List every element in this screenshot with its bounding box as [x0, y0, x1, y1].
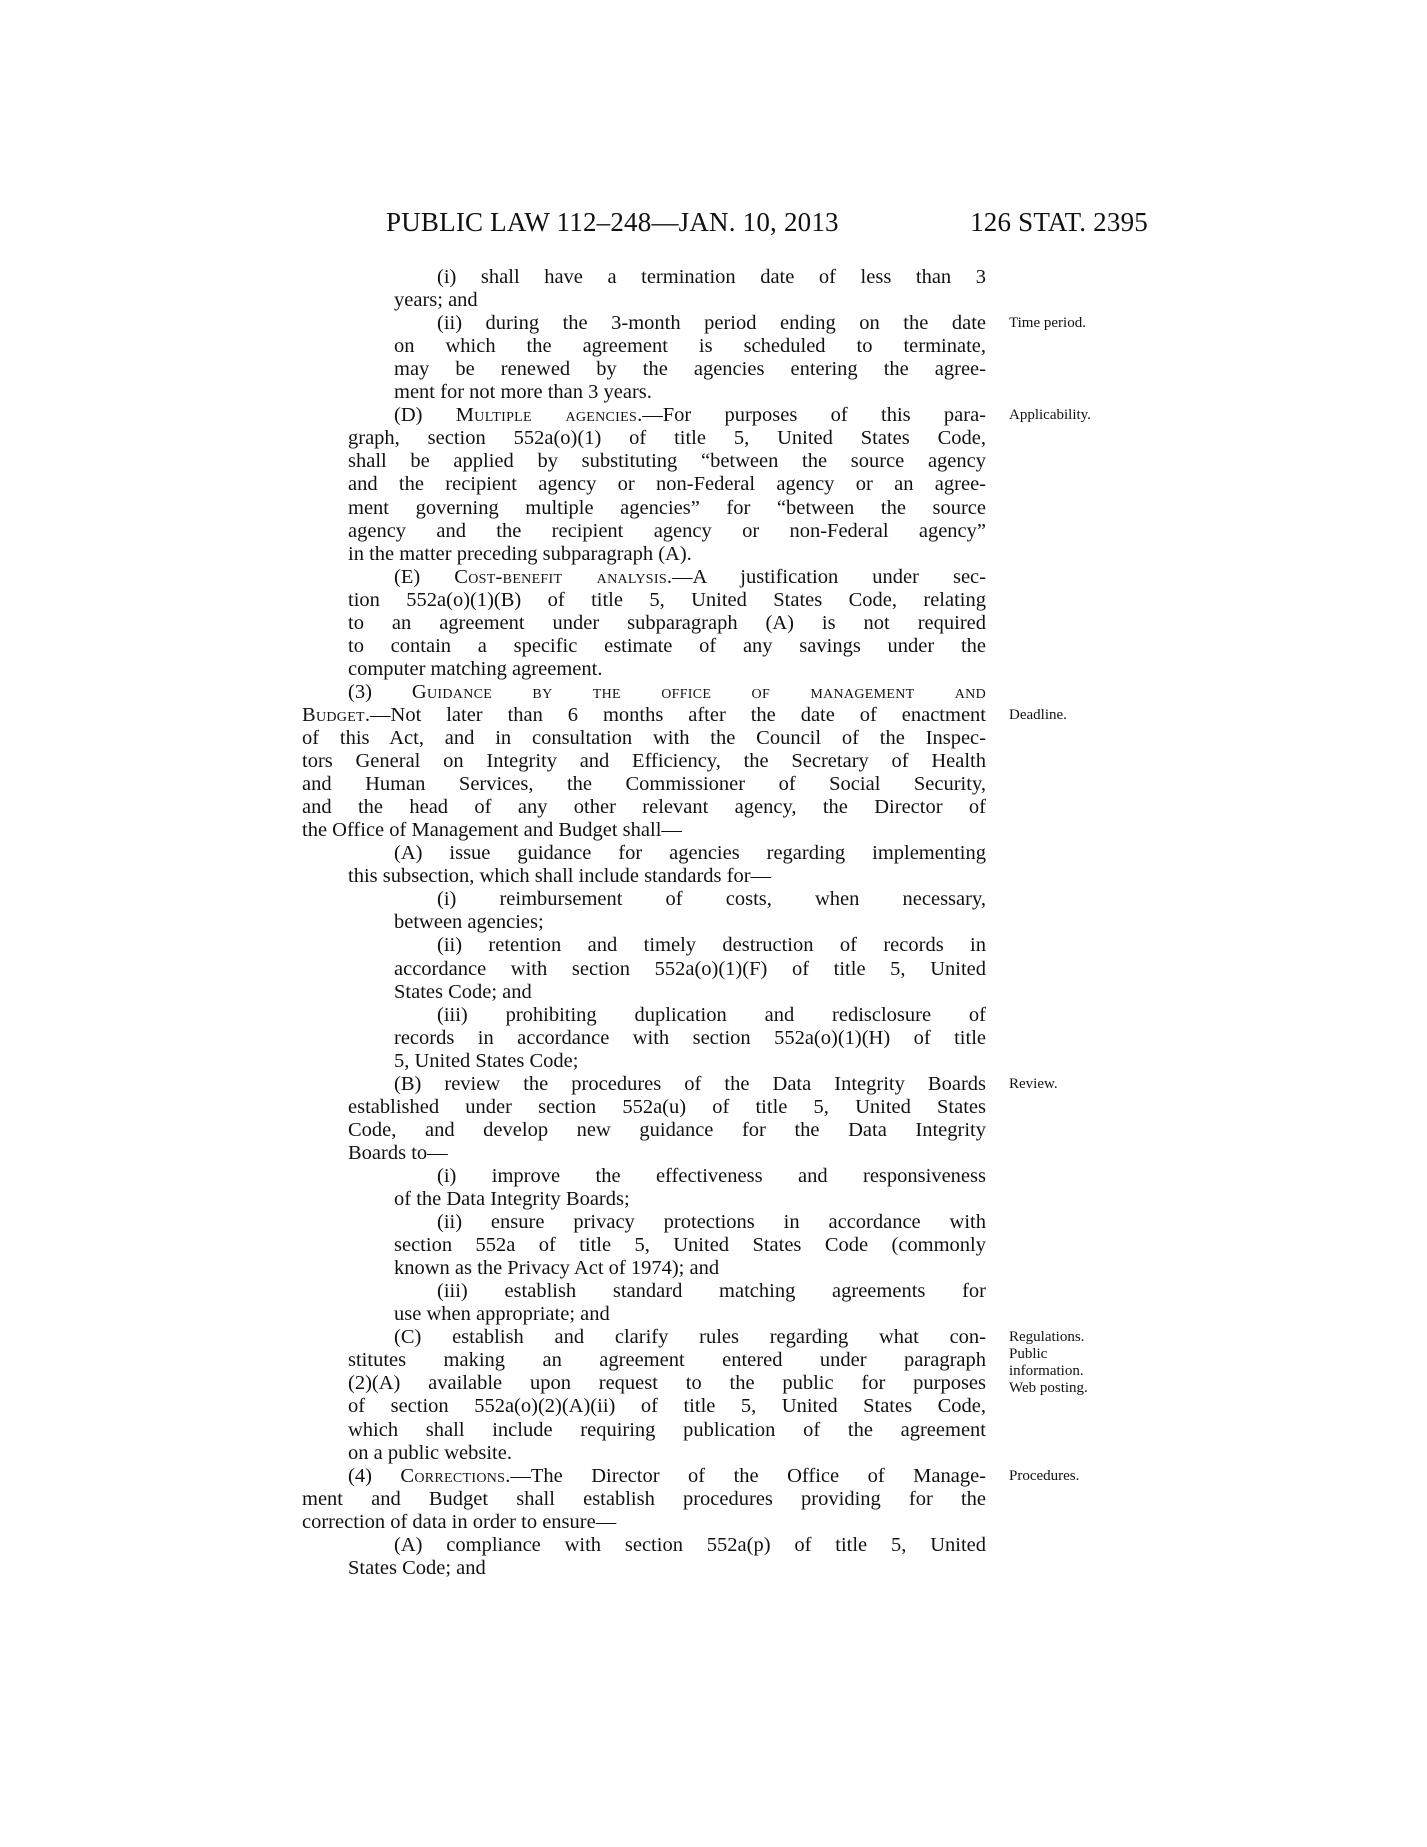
text-line	[394, 289, 986, 312]
text-line	[302, 1488, 986, 1511]
text-segment: between agencies;	[394, 911, 544, 934]
text-line	[394, 1050, 986, 1073]
text-segment: graph, section 552a(o)(1) of title 5, United States Code,	[348, 427, 986, 450]
text-segment: .—Not later than 6 months after the date of enactment	[364, 703, 986, 726]
text-segment: (E)	[394, 565, 455, 588]
text-line	[348, 427, 986, 450]
text-line	[348, 1442, 986, 1465]
margin-note-line: information.	[1009, 1363, 1084, 1380]
text-segment: States Code; and	[348, 1556, 486, 1579]
text-line	[348, 612, 986, 635]
text-line	[348, 520, 986, 543]
text-segment: (B) review the procedures of the Data Integrity Boards	[394, 1072, 986, 1095]
text-line	[348, 1349, 986, 1372]
text-segment: which shall include requiring publication of the agreement	[348, 1418, 986, 1441]
text-segment: the Office of Management and Budget shall—	[302, 819, 682, 842]
text-line	[302, 727, 986, 750]
text-line	[348, 497, 986, 520]
text-line	[394, 358, 986, 381]
text-line	[348, 681, 986, 704]
text-segment: (iii) prohibiting duplication and redisclosure of	[437, 1003, 986, 1026]
text-line	[348, 1119, 986, 1142]
text-segment: (ii) during the 3-month period ending on the date	[437, 312, 986, 335]
margin-note: Review.	[1009, 1075, 1058, 1092]
text-line	[394, 566, 986, 589]
text-line	[348, 1096, 986, 1119]
text-line	[394, 1534, 986, 1557]
text-line	[348, 1465, 986, 1488]
text-segment: agency and the recipient agency or non-Federal agency”	[348, 519, 986, 542]
text-line	[437, 1165, 986, 1188]
text-segment: (ii) ensure privacy protections in accordance with	[437, 1211, 986, 1234]
text-segment: (4)	[348, 1464, 401, 1487]
text-segment: .—A justification under sec-	[666, 565, 986, 588]
heading-small-caps: Guidance by the office of management and	[411, 680, 987, 703]
text-segment: (ii) retention and timely destruction of records in	[437, 934, 986, 957]
text-line	[394, 911, 986, 934]
text-segment: (iii) establish standard matching agreements for	[437, 1280, 986, 1303]
text-segment: ment for not more than 3 years.	[394, 381, 652, 404]
text-segment: ment governing multiple agencies” for “between the source	[348, 496, 986, 519]
text-segment: Code, and develop new guidance for the Data Integrity	[348, 1118, 986, 1141]
text-segment: known as the Privacy Act of 1974); and	[394, 1257, 720, 1280]
text-line	[302, 1511, 986, 1534]
text-line	[437, 266, 986, 289]
text-segment: use when appropriate; and	[394, 1303, 610, 1326]
running-header-title: PUBLIC LAW 112–248—JAN. 10, 2013	[386, 207, 839, 237]
text-segment: Boards to—	[348, 1141, 448, 1164]
heading-small-caps: Cost-benefit analysis	[454, 565, 667, 588]
text-line	[394, 981, 986, 1004]
text-line	[348, 635, 986, 658]
text-segment: years; and	[394, 289, 478, 312]
text-segment: (C) establish and clarify rules regarding what con-	[394, 1326, 986, 1349]
text-segment: and the head of any other relevant agency, the Director of	[302, 796, 986, 819]
text-line	[302, 796, 986, 819]
text-line	[394, 335, 986, 358]
text-line	[394, 1188, 986, 1211]
text-line	[394, 842, 986, 865]
text-segment: (i) reimbursement of costs, when necessary,	[437, 888, 986, 911]
text-segment: (3)	[348, 680, 412, 703]
text-segment: and the recipient agency or non-Federal agency or an agree-	[348, 473, 986, 496]
text-segment: ment and Budget shall establish procedures providing for the	[302, 1487, 986, 1510]
text-segment: accordance with section 552a(o)(1)(F) of title 5, United	[394, 957, 986, 980]
text-line	[348, 1372, 986, 1395]
text-segment: to contain a specific estimate of any savings under the	[348, 634, 986, 657]
text-line	[437, 888, 986, 911]
text-line	[394, 1303, 986, 1326]
margin-note	[1009, 1329, 1088, 1397]
text-line	[437, 934, 986, 957]
text-line	[394, 1257, 986, 1280]
margin-note: Applicability.	[1009, 407, 1091, 424]
margin-note: Deadline.	[1009, 706, 1067, 723]
text-segment: .—The Director of the Office of Manage-	[505, 1464, 986, 1487]
text-line	[302, 704, 986, 727]
text-segment: on a public website.	[348, 1441, 512, 1464]
text-line	[437, 1004, 986, 1027]
text-segment: (i) improve the effectiveness and responsiveness	[437, 1164, 986, 1187]
text-line	[437, 312, 986, 335]
text-line	[437, 1211, 986, 1234]
heading-small-caps: Corrections	[400, 1464, 506, 1487]
text-segment: (D)	[394, 404, 456, 427]
text-line	[348, 589, 986, 612]
text-segment: (2)(A) available upon request to the public for purposes	[348, 1372, 986, 1395]
text-line	[302, 773, 986, 796]
text-line	[394, 1326, 986, 1349]
margin-note-line: Regulations.	[1009, 1329, 1085, 1346]
text-line	[348, 1557, 986, 1580]
margin-note-line: Web posting.	[1009, 1380, 1088, 1397]
text-line	[394, 1027, 986, 1050]
text-line	[394, 404, 986, 427]
text-segment: on which the agreement is scheduled to terminate,	[394, 335, 986, 358]
text-segment: established under section 552a(u) of title 5, United States	[348, 1095, 986, 1118]
text-segment: of this Act, and in consultation with the Council of the Inspec-	[302, 727, 986, 749]
text-segment: records in accordance with section 552a(o)(1)(H) of title	[394, 1026, 986, 1049]
text-segment: in the matter preceding subparagraph (A).	[348, 542, 692, 565]
text-segment: may be renewed by the agencies entering the agree-	[394, 358, 986, 381]
text-segment: 5, United States Code;	[394, 1049, 579, 1072]
margin-note-line: Public	[1009, 1346, 1048, 1363]
text-segment: States Code; and	[394, 980, 532, 1003]
running-header-page-number: 126 STAT. 2395	[970, 207, 1148, 237]
text-line	[348, 1142, 986, 1165]
text-segment: tors General on Integrity and Efficiency, the Secretary of Health	[302, 750, 986, 773]
heading-small-caps: Multiple agencies	[455, 404, 638, 427]
text-line	[348, 473, 986, 496]
text-segment: to an agreement under subparagraph (A) is not required	[348, 611, 986, 634]
text-line	[348, 658, 986, 681]
text-line	[348, 1395, 986, 1418]
text-line	[394, 381, 986, 404]
margin-note: Procedures.	[1009, 1467, 1080, 1484]
text-line	[394, 1234, 986, 1257]
text-line	[302, 750, 986, 773]
text-line	[394, 1073, 986, 1096]
text-segment: of section 552a(o)(2)(A)(ii) of title 5, United States Code,	[348, 1395, 986, 1418]
text-segment: correction of data in order to ensure—	[302, 1510, 617, 1533]
text-segment: tion 552a(o)(1)(B) of title 5, United States Code, relating	[348, 588, 986, 611]
text-segment: computer matching agreement.	[348, 657, 603, 680]
text-segment: (A) issue guidance for agencies regarding implementing	[394, 842, 986, 865]
text-segment: section 552a of title 5, United States Code (commonly	[394, 1234, 986, 1257]
text-segment: stitutes making an agreement entered under paragraph	[348, 1349, 986, 1372]
margin-note: Time period.	[1009, 315, 1086, 332]
heading-small-caps: Budget	[302, 703, 365, 726]
text-segment: (i) shall have a termination date of less than 3	[437, 266, 986, 288]
text-segment: of the Data Integrity Boards;	[394, 1188, 630, 1210]
text-segment: shall be applied by substituting “between the source agency	[348, 450, 986, 473]
text-line	[348, 543, 986, 566]
text-segment: this subsection, which shall include standards for—	[348, 865, 772, 888]
text-segment: .—For purposes of this para-	[637, 404, 987, 427]
text-line	[348, 865, 986, 888]
text-line	[437, 1280, 986, 1303]
text-line	[348, 450, 986, 473]
text-line	[394, 958, 986, 981]
text-segment: and Human Services, the Commissioner of Social Security,	[302, 773, 986, 796]
text-line	[302, 819, 986, 842]
text-segment: (A) compliance with section 552a(p) of title 5, United	[394, 1533, 986, 1556]
text-line	[348, 1419, 986, 1442]
